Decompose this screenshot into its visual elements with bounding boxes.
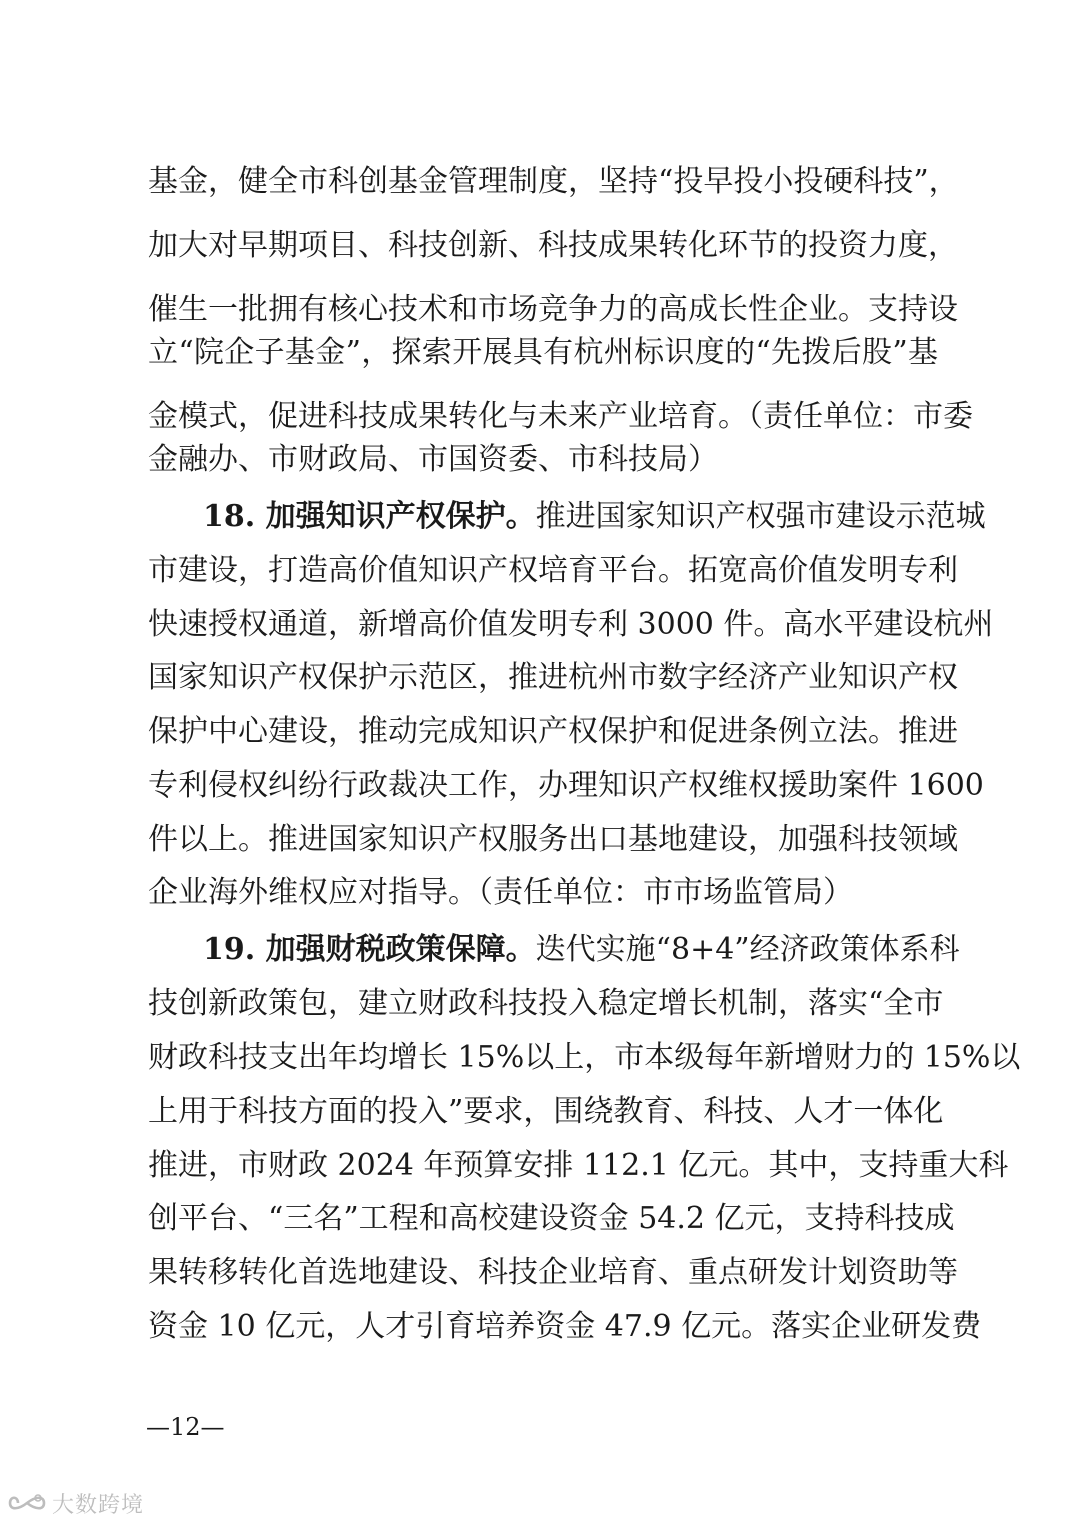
infinity-logo-icon xyxy=(8,1492,46,1514)
paragraph-line: 上用于科技方面的投入”要求，围绕教育、科技、人才一体化 xyxy=(148,1094,944,1129)
paragraph-line: 催生一批拥有核心技术和市场竞争力的高成长性企业。支持设 xyxy=(148,292,958,327)
paragraph-line: 立“院企子基金”，探索开展具有杭州标识度的“先拨后股”基 xyxy=(148,335,938,370)
paragraph-line: 保护中心建设，推动完成知识产权保护和促进条例立法。推进 xyxy=(148,714,958,749)
watermark xyxy=(8,1488,144,1518)
section-19-heading: 19. 加强财税政策保障。 xyxy=(203,932,536,967)
paragraph-line: 企业海外维权应对指导。（责任单位：市市场监管局） xyxy=(148,875,853,910)
section-18-heading: 18. 加强知识产权保护。 xyxy=(203,499,536,534)
section-19-first-line-text: 迭代实施“8+4”经济政策体系科 xyxy=(535,932,960,967)
paragraph-line: 件以上。推进国家知识产权服务出口基地建设，加强科技领域 xyxy=(148,822,958,857)
watermark-text: 大数跨境 xyxy=(52,1492,145,1518)
section-19-first-line xyxy=(203,930,960,970)
paragraph-line: 果转移转化首选地建设、科技企业培育、重点研发计划资助等 xyxy=(148,1255,958,1290)
paragraph-line: 技创新政策包，建立财政科技投入稳定增长机制，落实“全市 xyxy=(148,986,944,1021)
paragraph-line: 国家知识产权保护示范区，推进杭州市数字经济产业知识产权 xyxy=(148,660,958,695)
paragraph-line: 创平台、“三名”工程和高校建设资金 54.2 亿元，支持科技成 xyxy=(148,1201,955,1236)
paragraph-line: 基金，健全市科创基金管理制度，坚持“投早投小投硬科技”， xyxy=(148,164,959,199)
section-18-first-line-text: 推进国家知识产权强市建设示范城 xyxy=(535,499,986,534)
paragraph-line: 快速授权通道，新增高价值发明专利 3000 件。高水平建设杭州 xyxy=(148,607,994,642)
paragraph-line: 资金 10 亿元，人才引育培养资金 47.9 亿元。落实企业研发费 xyxy=(148,1309,982,1344)
paragraph-line: 加大对早期项目、科技创新、科技成果转化环节的投资力度， xyxy=(148,228,958,263)
paragraph-line: 市建设，打造高价值知识产权培育平台。拓宽高价值发明专利 xyxy=(148,553,958,588)
paragraph-line: 金模式，促进科技成果转化与未来产业培育。（责任单位：市委 xyxy=(148,399,973,434)
paragraph-line: 推进，市财政 2024 年预算安排 112.1 亿元。其中，支持重大科 xyxy=(148,1148,1009,1183)
section-18-first-line xyxy=(203,497,986,537)
paragraph-line: 专利侵权纠纷行政裁决工作，办理知识产权维权援助案件 1600 xyxy=(148,768,984,803)
page-number: —12— xyxy=(146,1413,225,1441)
paragraph-line: 金融办、市财政局、市国资委、市科技局） xyxy=(148,442,718,477)
paragraph-line: 财政科技支出年均增长 15%以上，市本级每年新增财力的 15%以 xyxy=(148,1040,1021,1075)
